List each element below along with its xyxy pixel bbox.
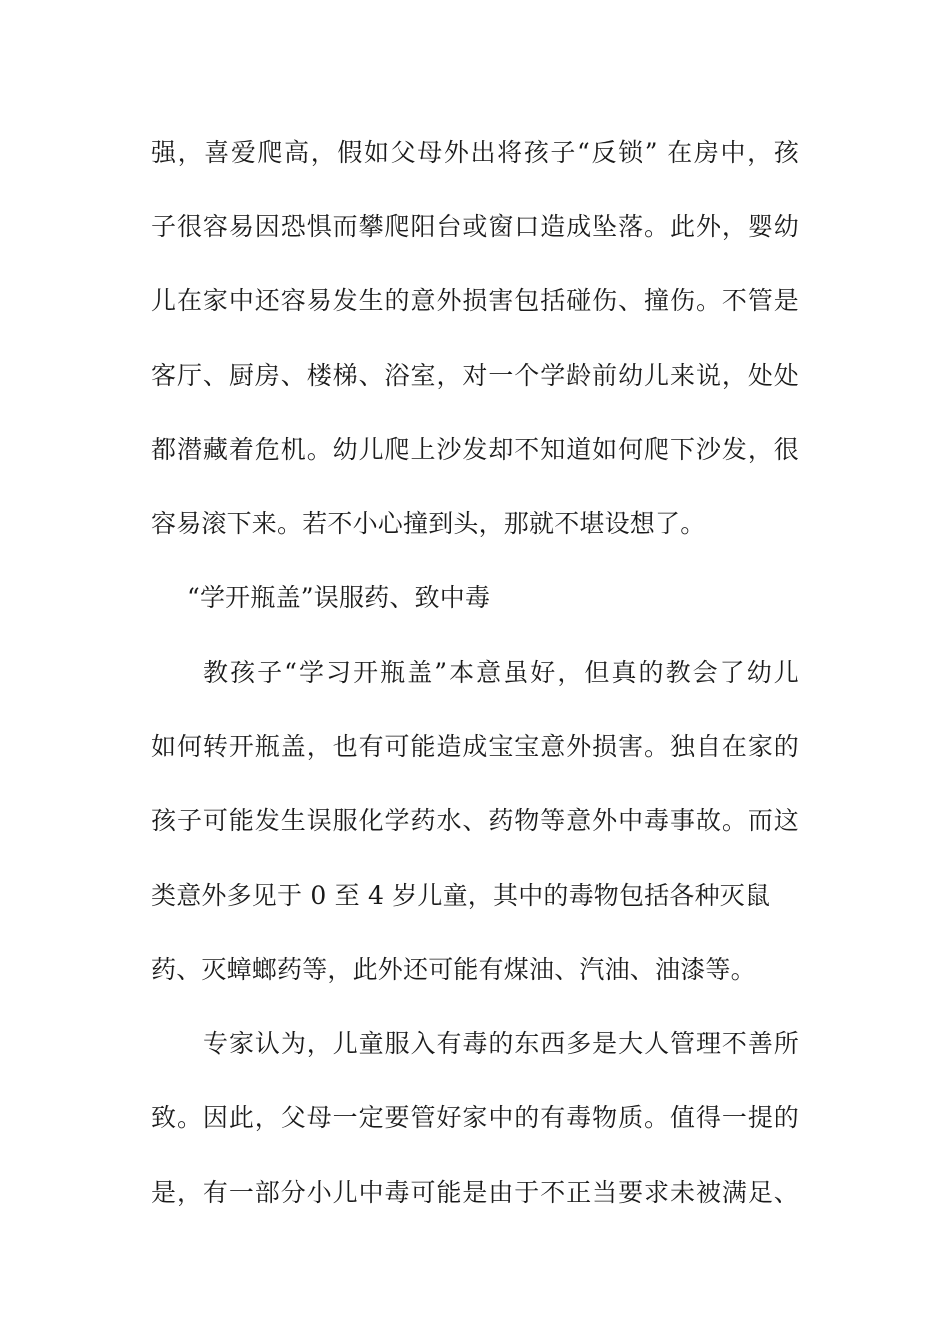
body-text-line: 客厅、厨房、楼梯、浴室，对一个学龄前幼儿来说，处处	[151, 361, 799, 390]
body-text-line: 类意外多见于 0 至 4 岁儿童，其中的毒物包括各种灭鼠	[151, 881, 771, 910]
body-text-line: 子很容易因恐惧而攀爬阳台或窗口造成坠落。此外，婴幼	[151, 212, 799, 241]
body-text-line: 药、灭蟑螂药等，此外还可能有煤油、汽油、油漆等。	[151, 955, 756, 984]
body-text-line: 孩子可能发生误服化学药水、药物等意外中毒事故。而这	[151, 806, 799, 835]
body-text-line: 儿在家中还容易发生的意外损害包括碰伤、撞伤。不管是	[151, 286, 799, 315]
body-text-line: 容易滚下来。若不小心撞到头，那就不堪设想了。	[151, 509, 706, 538]
body-text-line: 如何转开瓶盖，也有可能造成宝宝意外损害。独自在家的	[151, 732, 799, 761]
body-text-line: 都潜藏着危机。幼儿爬上沙发却不知道如何爬下沙发，很	[151, 435, 799, 464]
paragraph-first-line: 教孩子“学习开瓶盖”本意虽好，但真的教会了幼儿	[203, 658, 799, 687]
paragraph-first-line: 专家认为，儿童服入有毒的东西多是大人管理不善所	[203, 1029, 799, 1058]
body-text-line: 致。因此，父母一定要管好家中的有毒物质。值得一提的	[151, 1103, 799, 1132]
body-text-line: 强，喜爱爬高，假如父母外出将孩子“反锁” 在房中，孩	[151, 138, 799, 167]
body-text-line: 是，有一部分小儿中毒可能是由于不正当要求未被满足、	[151, 1178, 799, 1207]
section-heading: “学开瓶盖”误服药、致中毒	[187, 583, 491, 612]
